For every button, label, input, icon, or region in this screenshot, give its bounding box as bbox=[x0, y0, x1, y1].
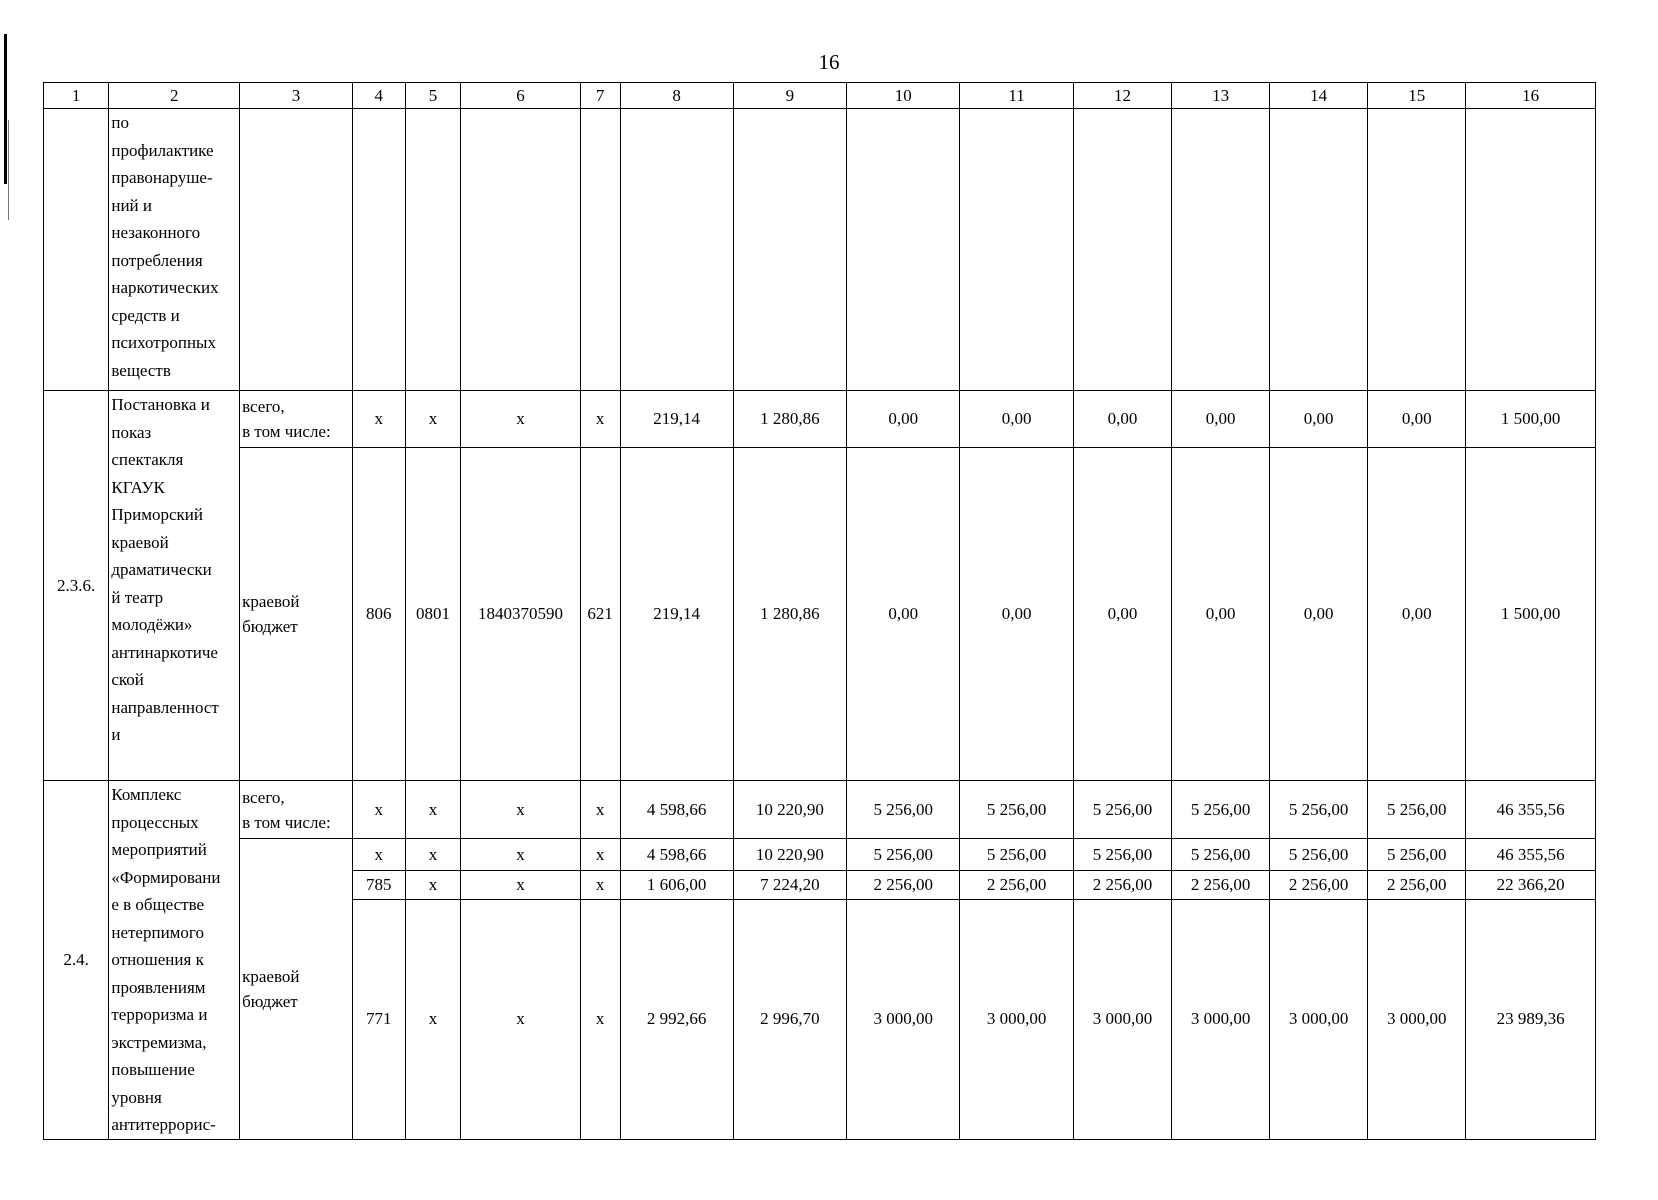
source-budget-label: краевой бюджет bbox=[240, 448, 353, 781]
cell-col15: 2 256,00 bbox=[1368, 871, 1466, 900]
cell-col11: 2 256,00 bbox=[960, 871, 1074, 900]
cell-col15: 3 000,00 bbox=[1368, 899, 1466, 1139]
empty-cell bbox=[620, 109, 733, 391]
cell-col12: 5 256,00 bbox=[1074, 839, 1172, 871]
cell-col7: x bbox=[580, 391, 620, 448]
cell-col8: 1 606,00 bbox=[620, 871, 733, 900]
header-cell: 4 bbox=[352, 83, 405, 109]
cell-col12: 3 000,00 bbox=[1074, 899, 1172, 1139]
cell-col9: 7 224,20 bbox=[733, 871, 847, 900]
table-row-2-4-total bbox=[44, 781, 1596, 839]
cell-col11: 3 000,00 bbox=[960, 899, 1074, 1139]
header-cell: 11 bbox=[960, 83, 1074, 109]
cell-col14: 3 000,00 bbox=[1270, 899, 1368, 1139]
cell-col14: 0,00 bbox=[1270, 391, 1368, 448]
cell-col7: x bbox=[580, 781, 620, 839]
empty-cell bbox=[240, 109, 353, 391]
header-cell: 13 bbox=[1172, 83, 1270, 109]
cell-col12: 0,00 bbox=[1074, 448, 1172, 781]
cell-col5: x bbox=[405, 899, 461, 1139]
cell-col10: 2 256,00 bbox=[847, 871, 960, 900]
cell-col4: x bbox=[352, 781, 405, 839]
cell-col13: 2 256,00 bbox=[1172, 871, 1270, 900]
cell-col5: x bbox=[405, 781, 461, 839]
cell-col15: 5 256,00 bbox=[1368, 781, 1466, 839]
source-total-label: всего, в том числе: bbox=[240, 391, 353, 448]
cell-col4: 806 bbox=[352, 448, 405, 781]
cell-col10: 0,00 bbox=[847, 448, 960, 781]
header-cell: 9 bbox=[733, 83, 847, 109]
cell-col4: x bbox=[352, 839, 405, 871]
page-number: 16 bbox=[818, 50, 840, 74]
cell-col10: 3 000,00 bbox=[847, 899, 960, 1139]
cell-col9: 10 220,90 bbox=[733, 839, 847, 871]
header-cell: 14 bbox=[1270, 83, 1368, 109]
header-cell: 10 bbox=[847, 83, 960, 109]
cell-col8: 219,14 bbox=[620, 391, 733, 448]
header-cell: 3 bbox=[240, 83, 353, 109]
cell-col15: 5 256,00 bbox=[1368, 839, 1466, 871]
empty-cell bbox=[1172, 109, 1270, 391]
cell-col4: x bbox=[352, 391, 405, 448]
empty-cell bbox=[405, 109, 461, 391]
item-number: 2.4. bbox=[44, 781, 109, 1140]
cell-col6: x bbox=[461, 391, 580, 448]
cell-col11: 0,00 bbox=[960, 391, 1074, 448]
item-description: Комплекс процессных мероприятий «Формировани е в обществе нетерпимого отношения к проявлениям терроризма и экстремизма, повышение уровня антитеррорис- bbox=[109, 781, 240, 1140]
cell-col16: 23 989,36 bbox=[1466, 899, 1596, 1139]
cell-col8: 2 992,66 bbox=[620, 899, 733, 1139]
header-cell: 5 bbox=[405, 83, 461, 109]
empty-cell bbox=[1368, 109, 1466, 391]
cell-col7: 621 bbox=[580, 448, 620, 781]
empty-cell bbox=[1270, 109, 1368, 391]
cell-col9: 2 996,70 bbox=[733, 899, 847, 1139]
cell-col12: 0,00 bbox=[1074, 391, 1172, 448]
cell-col6: x bbox=[461, 781, 580, 839]
empty-cell bbox=[733, 109, 847, 391]
cell-col13: 0,00 bbox=[1172, 448, 1270, 781]
cell-col13: 5 256,00 bbox=[1172, 781, 1270, 839]
header-cell: 6 bbox=[461, 83, 580, 109]
cell-col5: 0801 bbox=[405, 448, 461, 781]
empty-cell bbox=[580, 109, 620, 391]
cell-col5: x bbox=[405, 839, 461, 871]
cell-col11: 5 256,00 bbox=[960, 839, 1074, 871]
table-row-2-3-6-total bbox=[44, 391, 1596, 448]
header-cell: 8 bbox=[620, 83, 733, 109]
row-number-cell bbox=[44, 109, 109, 391]
header-cell: 12 bbox=[1074, 83, 1172, 109]
description-cell: по профилактике правонаруше- ний и незаконного потребления наркотических средств и психотропных веществ bbox=[109, 109, 240, 391]
cell-col11: 0,00 bbox=[960, 448, 1074, 781]
header-cell: 15 bbox=[1368, 83, 1466, 109]
cell-col6: x bbox=[461, 899, 580, 1139]
cell-col8: 4 598,66 bbox=[620, 781, 733, 839]
cell-col16: 1 500,00 bbox=[1466, 448, 1596, 781]
cell-col15: 0,00 bbox=[1368, 391, 1466, 448]
cell-col10: 5 256,00 bbox=[847, 781, 960, 839]
cell-col5: x bbox=[405, 871, 461, 900]
header-row bbox=[44, 83, 1596, 109]
source-total-label: всего, в том числе: bbox=[240, 781, 353, 839]
cell-col13: 3 000,00 bbox=[1172, 899, 1270, 1139]
cell-col14: 5 256,00 bbox=[1270, 839, 1368, 871]
cell-col14: 0,00 bbox=[1270, 448, 1368, 781]
cell-col16: 46 355,56 bbox=[1466, 839, 1596, 871]
cell-col14: 2 256,00 bbox=[1270, 871, 1368, 900]
cell-col8: 219,14 bbox=[620, 448, 733, 781]
header-cell: 1 bbox=[44, 83, 109, 109]
item-number: 2.3.6. bbox=[44, 391, 109, 781]
cell-col15: 0,00 bbox=[1368, 448, 1466, 781]
cell-col4: 785 bbox=[352, 871, 405, 900]
cell-col13: 0,00 bbox=[1172, 391, 1270, 448]
cell-col4: 771 bbox=[352, 899, 405, 1139]
cell-col12: 5 256,00 bbox=[1074, 781, 1172, 839]
empty-cell bbox=[461, 109, 580, 391]
left-margin-mark-secondary bbox=[8, 120, 9, 220]
empty-cell bbox=[1074, 109, 1172, 391]
cell-col7: x bbox=[580, 871, 620, 900]
header-cell: 7 bbox=[580, 83, 620, 109]
cell-col8: 4 598,66 bbox=[620, 839, 733, 871]
cell-col14: 5 256,00 bbox=[1270, 781, 1368, 839]
empty-cell bbox=[847, 109, 960, 391]
cell-col12: 2 256,00 bbox=[1074, 871, 1172, 900]
empty-cell bbox=[352, 109, 405, 391]
cell-col7: x bbox=[580, 839, 620, 871]
cell-col9: 1 280,86 bbox=[733, 391, 847, 448]
cell-col10: 0,00 bbox=[847, 391, 960, 448]
cell-col9: 10 220,90 bbox=[733, 781, 847, 839]
item-description: Постановка и показ спектакля КГАУК Приморский краевой драматически й театр молодёжи» антинаркотиче ской направленност и bbox=[109, 391, 240, 781]
cell-col7: x bbox=[580, 899, 620, 1139]
cell-col11: 5 256,00 bbox=[960, 781, 1074, 839]
cell-col16: 46 355,56 bbox=[1466, 781, 1596, 839]
table-row-2-3-6-budget bbox=[44, 448, 1596, 781]
cell-col6: x bbox=[461, 839, 580, 871]
cell-col9: 1 280,86 bbox=[733, 448, 847, 781]
cell-col6: 1840370590 bbox=[461, 448, 580, 781]
cell-col16: 1 500,00 bbox=[1466, 391, 1596, 448]
cell-col10: 5 256,00 bbox=[847, 839, 960, 871]
source-budget-label: краевой бюджет bbox=[240, 839, 353, 1140]
cell-col16: 22 366,20 bbox=[1466, 871, 1596, 900]
cell-col13: 5 256,00 bbox=[1172, 839, 1270, 871]
cell-col5: x bbox=[405, 391, 461, 448]
budget-table bbox=[43, 82, 1596, 1140]
empty-cell bbox=[960, 109, 1074, 391]
empty-cell bbox=[1466, 109, 1596, 391]
table-row-continuation bbox=[44, 109, 1596, 391]
header-cell: 2 bbox=[109, 83, 240, 109]
cell-col6: x bbox=[461, 871, 580, 900]
header-cell: 16 bbox=[1466, 83, 1596, 109]
table-row-2-4-budget-1 bbox=[44, 839, 1596, 871]
